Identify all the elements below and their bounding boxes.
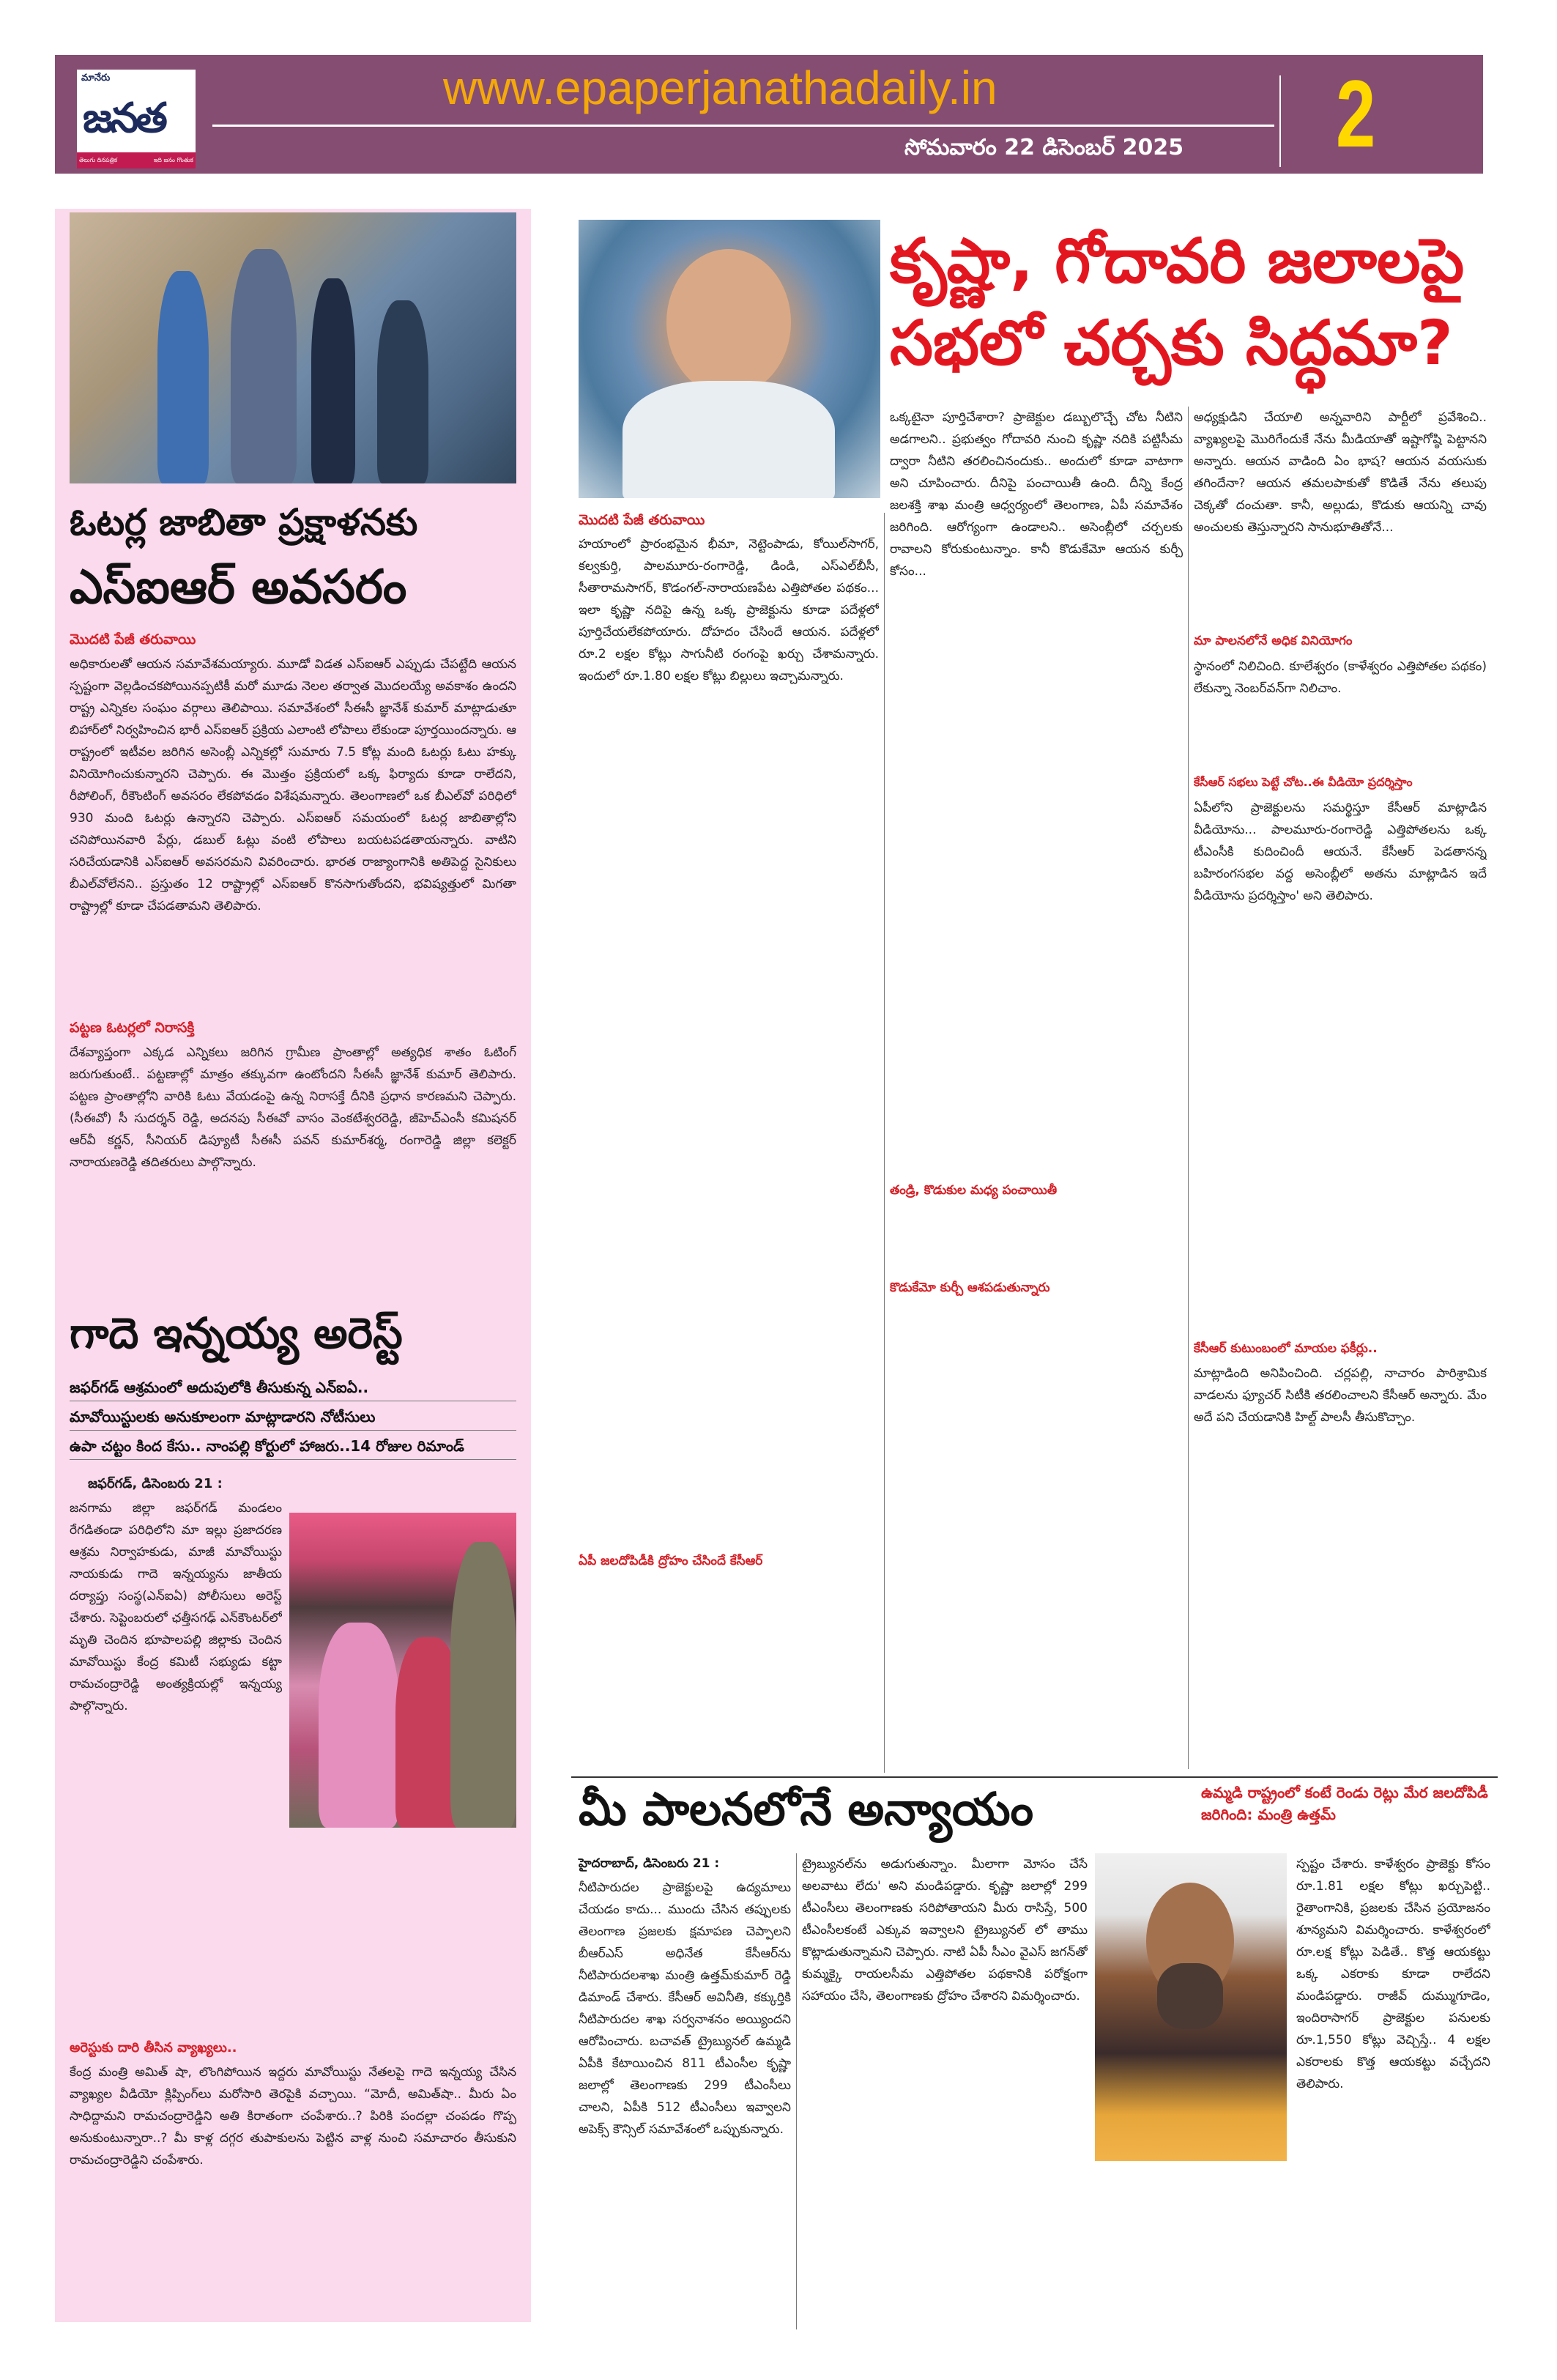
main-col3c: ఏపీలోని ప్రాజెక్టులను సమర్థిస్తూ కేసీఆర్ మాట్లాడిన వీడియోను... పాలమూరు-రంగారెడ్డి ఎత్తిపోతలను ఒక్క టీఎంసీకి కుదించిందీ ఆయనే. కేసీఆర్ పెడతానన్న బహిరంగసభల వద్ద అసెంబ్లీలో అతను మాట్లాడిన ఇదే వీడియోను ప్రదర్శిస్తాం' అని తెలిపారు. (1194, 801, 1487, 903)
left-headline-line2: ఎస్ఐఆర్ అవసరం (70, 560, 407, 615)
photo-figure (231, 249, 297, 483)
left-story-subhead: పట్టణ ఓటర్లలో నిరాసక్తి (70, 1020, 195, 1036)
main-col3d: మాట్లాడింది అనిపించింది. చర్లపల్లి, నాచారం పారిశ్రామిక వాడలను ఫ్యూచర్ సిటీకి తరలించాలని కేసీఆర్ అన్నారు. మేం అదే పని చేయడానికి హిల్ట్ పాలసీ తీసుకొచ్చాం. (1194, 1366, 1487, 1425)
continued-label: మొదటి పేజీ తరువాయి (70, 631, 196, 648)
arrest-subhead: అరెస్టుకు దారి తీసిన వ్యాఖ్యలు.. (70, 2040, 237, 2055)
officials-photo (70, 212, 516, 483)
photo-figure (450, 1542, 516, 1828)
photo-figure (377, 300, 428, 483)
left-headline-line1: ఓటర్ల జాబితా ప్రక్షాళనకు (70, 501, 418, 544)
section-divider (571, 1776, 1498, 1778)
main-subhead-usage: మా పాలనలోనే అధిక వినియోగం (1194, 634, 1353, 648)
site-url[interactable]: www.epaperjanathadaily.in (443, 62, 997, 114)
second-headline: మీ పాలనలోనే అన్యాయం (579, 1782, 1034, 1836)
second-col2: ట్రైబ్యునల్‌ను అడుగుతున్నాం. మీలాగా మోసం చేసే అలవాటు లేదు' అని మండిపడ్డారు. కృష్ణా జలాల్లో 299 టీఎంసీలు తెలంగాణకు సరిపోతాయని మీరు రాసిస్తే, 500 టీఎంసీలకంటే ఎక్కువ ఇవ్వాలని ట్రైబ్యునల్ లో తాము కొట్లాడుతున్నామని చెప్పారు. నాటి ఏపీ సీఎం వైఎస్ జగన్‌తో కుమ్మక్కై రాయలసీమ ఎత్తిపోతల పథకానికి పరోక్షంగా సహాయం చేసి, తెలంగాణకు ద్రోహం చేశారని విమర్శించారు. (802, 1857, 1088, 2003)
masthead (55, 55, 1483, 174)
photo-shirt (623, 381, 835, 498)
left-story-body-2: దేశవ్యాప్తంగా ఎక్కడ ఎన్నికలు జరిగిన గ్రామీణ ప్రాంతాల్లో అత్యధిక శాతం ఓటింగ్ జరుగుతుంటే.. పట్టణాల్లో మాత్రం తక్కువగా ఉంటోందని సీఈసీ జ్ఞానేశ్ కుమార్ తెలిపారు. పట్టణ ప్రాంతాల్లోని వారికి ఓటు వేయడంపై ఉన్న నిరాసక్తే దీనికి ప్రధాన కారణమని చెప్పారు. (సీఈవో) సీ సుదర్శన్ రెడ్డి, అదనపు సీఈవో వాసం వెంకటేశ్వరరెడ్డి, జీహెచ్ఎంసీ కమిషనర్ ఆర్‌వీ కర్ణన్, సీనియర్ డిప్యూటీ సీఈసీ పవన్ కుమార్‌శర్మ, రంగారెడ్డి జిల్లా కలెక్టర్ నారాయణరెడ్డి తదితరులు పాల్గొన్నారు. (70, 1045, 516, 1170)
logo-top-text: మానేరు (81, 73, 111, 84)
main-col3b: స్థానంలో నిలిచింది. కూలేశ్వరం (కాళేశ్వరం ఎత్తిపోతల పథకం) లేకున్నా నెంబర్‌వన్‌గా నిలిచాం. (1194, 659, 1487, 696)
main-subhead-ap: ఏపీ జలదోపిడీకి ద్రోహం చేసిందే కేసీఆర్ (579, 1554, 763, 1568)
logo-tagline-right: ఇది జనం గొంతుక (153, 156, 193, 163)
masthead-vertical-divider (1279, 75, 1281, 167)
logo-title: జనత (83, 94, 165, 142)
arrest-dateline: జఫర్‌గడ్, డిసెంబరు 21 : (88, 1476, 223, 1491)
main-col2: ఒక్కటైనా పూర్తిచేశారా? ప్రాజెక్టుల డబ్బులొచ్చే చోట నీటిని అడగాలని.. ప్రభుత్వం గోదావరి నుంచి కృష్ణా నదికి పట్టిసీమ ద్వారా నీటిని తరలించినందుకు.. అందులో కూడా వాటాగా అని చూపించారు. దీనిపై పంచాయితీ ఉంది. దీన్ని కేంద్ర జలశక్తి శాఖ మంత్రి ఆధ్వర్యంలో తెలంగాణ, ఏపీ సమావేశం జరిగింది. ఆరోగ్యంగా ఉండాలని.. అసెంబ్లీలో చర్చలకు రావాలని కోరుకుంటున్నాం. కానీ కొడుకేమో ఆయన కుర్చీ కోసం... (890, 410, 1183, 579)
main-headline-line2: సభలో చర్చకు సిద్ధమా? (890, 307, 1453, 379)
main-headline-line1: కృష్ణా, గోదావరి జలాలపై (890, 225, 1465, 297)
arrest-body: జనగామ జిల్లా జఫర్‌గడ్ మండలం రేగడితండా పరిధిలోని మా ఇల్లు ప్రజాదరణ ఆశ్రమ నిర్వాహకుడు, మాజీ మావోయిస్టు నాయకుడు గాదె ఇన్నయ్యను జాతీయ దర్యాప్తు సంస్థ(ఎన్ఐఏ) పోలీసులు అరెస్ట్ చేశారు. సెప్టెంబరులో ఛత్తీసగఢ్ ఎన్‌కౌంటర్‌లో మృతి చెందిన భూపాలపల్లి జిల్లాకు చెందిన మావోయిస్టు కేంద్ర కమిటీ సభ్యుడు కట్టా రామచంద్రారెడ్డి అంత్యక్రియల్లో ఇన్నయ్య పాల్గొన్నారు. (70, 1501, 282, 1713)
left-story-body: అధికారులతో ఆయన సమావేశమయ్యారు. మూడో విడత ఎస్ఐఆర్ ఎప్పుడు చేపట్టేది ఆయన స్పష్టంగా వెల్లడించకపోయినప్పటికీ మరో మూడు నెలల తర్వాత మొదలయ్యే అవకాశం ఉందని రాష్ట్ర ఎన్నికల సంఘం వర్గాలు తెలిపాయి. సమావేశంలో సీఈసీ జ్ఞానేశ్ కుమార్ మాట్లాడుతూ బిహార్‌లో నిర్వహించిన భారీ ఎస్ఐఆర్ ప్రక్రియ ఎలాంటి లోపాలు లేకుండా పూర్తయిందన్నారు. ఆ రాష్ట్రంలో ఇటీవల జరిగిన అసెంబ్లీ ఎన్నికల్లో సుమారు 7.5 కోట్ల మంది ఓటర్లు ఓటు హక్కు వినియోగించుకున్నారని చెప్పారు. ఈ మొత్తం ప్రక్రియలో ఒక్క ఫిర్యాదు కూడా రాలేదని, రీపోలింగ్, రీకౌంటింగ్ అవసరం లేకపోవడం విశేషమన్నారు. తెలంగాణలో ఒక బీఎల్‌వో పరిధిలో 930 మంది ఓటర్లు ఉన్నారని చెప్పారు. ఎస్ఐఆర్ సమయంలో ఓటర్ల జాబితాల్లోని చనిపోయినవారి పేర్లు, డబుల్ ఓట్లు వంటి లోపాలు బయటపడతాయన్నారు. వాటిని సరిచేయడానికి ఎస్ఐఆర్ అవసరమని వివరించారు. భారత రాజ్యాంగానికి అతిపెద్ద సైనికులు బీఎల్‌వోలేనని.. ప్రస్తుతం 12 రాష్ట్రాల్లో ఎస్ఐఆర్ కొనసాగుతోందని, భవిష్యత్తులో మిగతా రాష్ట్రాల్లో కూడా చేపడతామని తెలిపారు. (70, 657, 516, 913)
second-col3: స్పష్టం చేశారు. కాళేశ్వరం ప్రాజెక్టు కోసం రూ.1.81 లక్షల కోట్లు ఖర్చుపెట్టి.. రైతాంగానికి, ప్రజలకు చేసిన ప్రయోజనం శూన్యమని విమర్శించారు. కాళేశ్వరంలో రూ.లక్ష కోట్లు పెడితే.. కొత్త ఆయకట్టు ఒక్క ఎకరాకు కూడా రాలేదని మండిపడ్డారు. రాజీవ్ దుమ్ముగూడెం, ఇందిరాసాగర్ ప్రాజెక్టుల పనులకు రూ.1,550 కోట్లు వెచ్చిస్తే.. 4 లక్షల ఎకరాలకు కొత్త ఆయకట్టు వచ్చేదని తెలిపారు. (1296, 1857, 1490, 2091)
main-subhead-family: తండ్రి, కొడుకుల మధ్య పంచాయితీ (890, 1183, 1058, 1198)
second-side-headline: ఉమ్మడి రాష్ట్రంలో కంటే రెండు రెట్లు మేర జలదోపిడీ జరిగింది: మంత్రి ఉత్తమ్ (1201, 1784, 1488, 1823)
photo-figure (157, 271, 209, 483)
main-col3: అధ్యక్షుడిని చేయాలి అన్నవారిని పార్టీలో ప్రవేశించి.. వ్యాఖ్యలపై మొరిగేందుకే నేను మీడియాతో ఇష్టాగోష్ఠి పెట్టానని అన్నారు. ఆయన వాడింది ఏం భాష? ఆయన వయసుకు తగిందేనా? ఆయన తమలపాకుతో కొడితే నేను తలుపు చెక్కతో దంచుతా. కానీ, అల్లుడు, కొడుకు ఆయన్ని చావు అంచులకు తెస్తున్నారని సానుభూతితోనే... (1194, 410, 1487, 535)
arrest-deck-1: జఫర్‌గడ్ ఆశ్రమంలో అదుపులోకి తీసుకున్న ఎన్ఐఏ.. (70, 1377, 516, 1401)
main-subhead-kcr-family: కేసీఆర్ కుటుంబంలో మాయల ఫకీర్లు.. (1194, 1341, 1378, 1356)
main-subhead-video: కేసీఆర్ సభలు పెట్టే చోట..ఈ వీడియో ప్రదర్శిస్తాం (1194, 775, 1413, 789)
main-continued-label: మొదటి పేజీ తరువాయి (579, 512, 705, 528)
arrest-deck-3: ఉపా చట్టం కింద కేసు.. నాంపల్లి కోర్టులో హాజరు..14 రోజుల రిమాండ్ (70, 1436, 516, 1460)
arrest-deck-2: మావోయిస్టులకు అనుకూలంగా మాట్లాడారని నోటీసులు (70, 1406, 516, 1431)
issue-date: సోమవారం 22 డిసెంబర్ 2025 (904, 135, 1184, 160)
second-dateline: హైదరాబాద్, డిసెంబరు 21 : (579, 1856, 720, 1871)
main-subhead-chair: కొడుకేమో కుర్చీ ఆశపడుతున్నారు (890, 1280, 1050, 1295)
page-number: 2 (1336, 60, 1376, 167)
column-divider (1188, 407, 1189, 1769)
arrest-photo (289, 1513, 516, 1828)
main-headline (890, 220, 1498, 384)
cm-photo (579, 220, 880, 498)
photo-figure (319, 1623, 399, 1828)
newspaper-logo (77, 70, 196, 168)
second-col1: నీటిపారుదల ప్రాజెక్టులపై ఉద్యమాలు చేయడం కాదు... ముందు చేసిన తప్పులకు తెలంగాణ ప్రజలకు క్షమాపణ చెప్పాలని బీఆర్ఎస్ అధినేత కేసీఆర్‌ను నీటిపారుదలశాఖ మంత్రి ఉత్తమ్‌కుమార్ రెడ్డి డిమాండ్ చేశారు. కేసీఆర్ అవినీతి, కక్కుర్తికి నీటిపారుదల శాఖ సర్వనాశనం అయ్యిందని ఆరోపించారు. బచావత్ ట్రైబ్యునల్ ఉమ్మడి ఏపీకి కేటాయించిన 811 టీఎంసీల కృష్ణా జలాల్లో తెలంగాణకు 299 టీఎంసీలు చాలని, ఏపీకి 512 టీఎంసీలు ఇవ్వాలని అపెక్స్ కౌన్సిల్ సమావేశంలో ఒప్పుకున్నారు. (579, 1880, 791, 2137)
arrest-body-2: కేంద్ర మంత్రి అమిత్ షా, లొంగిపోయిన ఇద్దరు మావోయిస్టు నేతలపై గాదె ఇన్నయ్య చేసిన వ్యాఖ్యల వీడియో క్లిప్పింగ్‌లు మరోసారి తెరపైకి వచ్చాయి. “మోదీ, అమిత్‌షా.. మీరు ఏం సాధిద్దామని రామచంద్రారెడ్డిని అతి కిరాతంగా చంపేశారు..? పిరికి పందల్లా చంపడం గొప్ప అనుకుంటున్నారా..? మీ కాళ్ల దగ్గర తుపాకులను పెట్టిన వాళ్ల నుంచి సమాచారం తీసుకుని రామచంద్రారెడ్డిని చంపేశారు. (70, 2065, 516, 2168)
photo-figure (311, 278, 355, 483)
column-divider (796, 1853, 797, 2329)
column-divider (884, 513, 885, 1773)
minister-photo (1095, 1853, 1287, 2161)
masthead-divider (212, 125, 1274, 127)
photo-face (666, 249, 791, 396)
arrest-headline: గాదె ఇన్నయ్య అరెస్ట్ (70, 1308, 403, 1358)
logo-tagline-bar (77, 152, 196, 168)
logo-tagline-left: తెలుగు దినపత్రిక (79, 156, 118, 163)
main-col1: హయాంలో ప్రారంభమైన భీమా, నెట్టెంపాడు, కోయిల్‌సాగర్, కల్వకుర్తి, పాలమూరు-రంగారెడ్డి, డిండి, ఎస్ఎల్‌బీసీ, సీతారామసాగర్, కొడంగల్-నారాయణపేట ఎత్తిపోతల పథకం... ఇలా కృష్ణా నదిపై ఉన్న ఒక్క ప్రాజెక్టును కూడా పదేళ్లలో పూర్తిచేయలేకపోయారు. దోహదం చేసిందే ఆయన. పదేళ్లలో రూ.2 లక్షల కోట్లు సాగునీటి రంగంపై ఖర్చు చేశామన్నారు. ఇందులో రూ.1.80 లక్షల కోట్లు బిల్లులు ఇచ్చామన్నారు. (579, 537, 879, 683)
photo-beard (1157, 1963, 1223, 2029)
